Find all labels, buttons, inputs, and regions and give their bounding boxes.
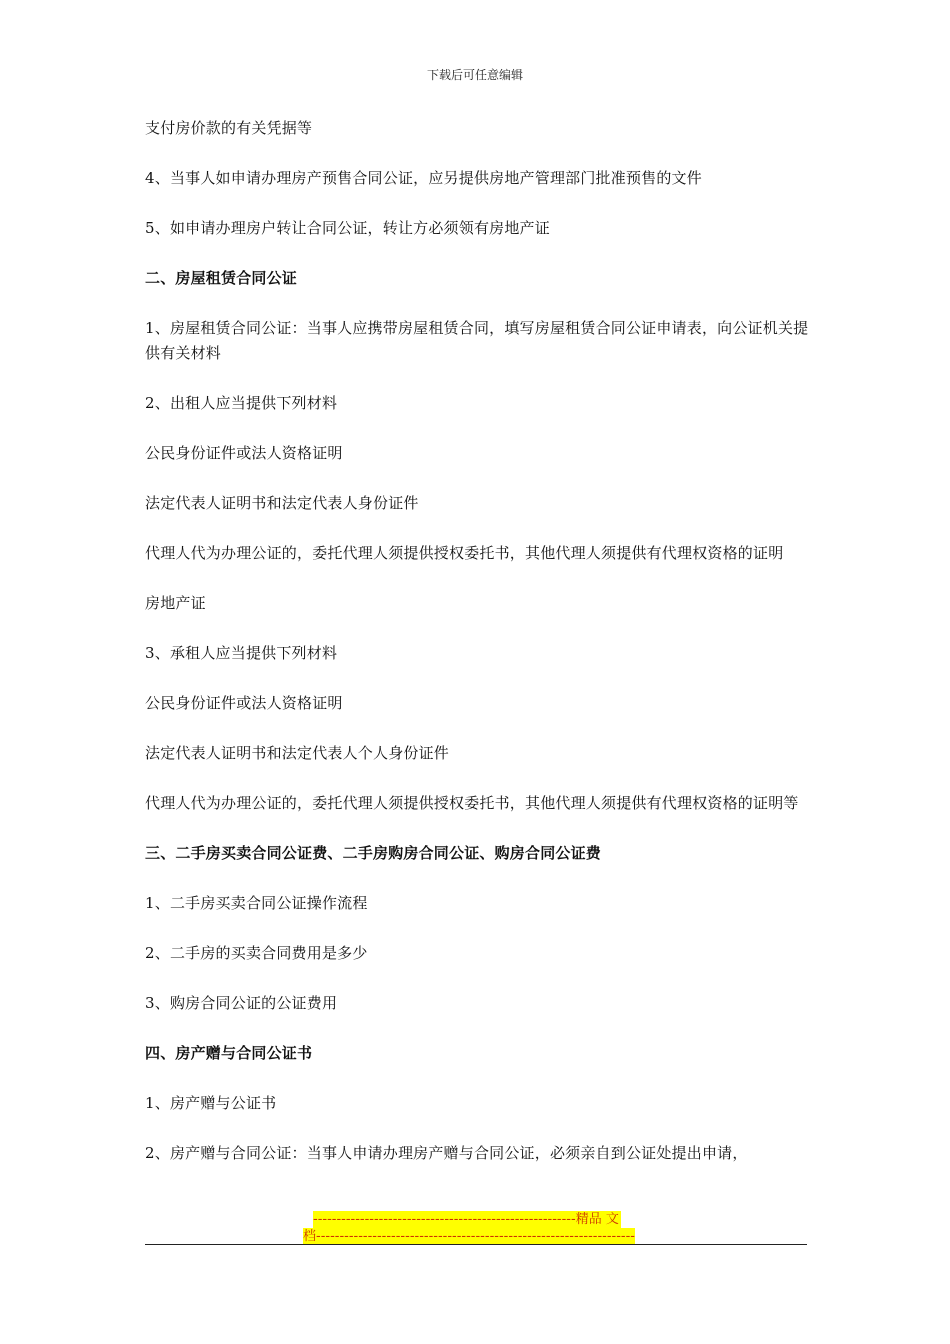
paragraph: 代理人代为办理公证的，委托代理人须提供授权委托书，其他代理人须提供有代理权资格的证明 <box>145 544 784 562</box>
paragraph: 1、房屋租赁合同公证：当事人应携带房屋租赁合同，填写房屋租赁合同公证申请表，向公证机关提供有关材料 <box>145 319 809 362</box>
paragraph: 支付房价款的有关凭据等 <box>145 119 313 137</box>
section-heading: 二、房屋租赁合同公证 <box>145 269 298 287</box>
paragraph: 公民身份证件或法人资格证明 <box>145 694 343 712</box>
paragraph: 法定代表人证明书和法定代表人身份证件 <box>145 494 419 512</box>
paragraph: 房地产证 <box>145 594 206 612</box>
paragraph: 代理人代为办理公证的，委托代理人须提供授权委托书，其他代理人须提供有代理权资格的证明等 <box>145 794 799 812</box>
paragraph: 4、当事人如申请办理房产预售合同公证，应另提供房地产管理部门批准预售的文件 <box>145 169 702 187</box>
section-heading: 三、二手房买卖合同公证费、二手房购房合同公证、购房合同公证费 <box>145 844 602 862</box>
paragraph: 2、二手房的买卖合同费用是多少 <box>145 944 368 962</box>
paragraph: 3、购房合同公证的公证费用 <box>145 994 338 1012</box>
paragraph: 法定代表人证明书和法定代表人个人身份证件 <box>145 744 450 762</box>
paragraph: 5、如申请办理房户转让合同公证，转让方必须领有房地产证 <box>145 219 550 237</box>
paragraph: 2、房产赠与合同公证：当事人申请办理房产赠与合同公证，必须亲自到公证处提出申请， <box>145 1144 748 1162</box>
paragraph: 公民身份证件或法人资格证明 <box>145 444 343 462</box>
footer-rule <box>145 1244 807 1245</box>
document-body <box>145 116 809 1191</box>
paragraph: 3、承租人应当提供下列材料 <box>145 644 338 662</box>
footer-watermark-line: --------------------------------------------------------精品 文 <box>313 1212 619 1227</box>
page-header: 下载后可任意编辑 <box>426 68 523 82</box>
section-heading: 四、房产赠与合同公证书 <box>145 1044 313 1062</box>
paragraph: 1、房产赠与公证书 <box>145 1094 277 1112</box>
paragraph: 2、出租人应当提供下列材料 <box>145 394 338 412</box>
footer-watermark-line: 档-------------------------------------------------------------------- <box>303 1229 635 1244</box>
paragraph: 1、二手房买卖合同公证操作流程 <box>145 894 368 912</box>
